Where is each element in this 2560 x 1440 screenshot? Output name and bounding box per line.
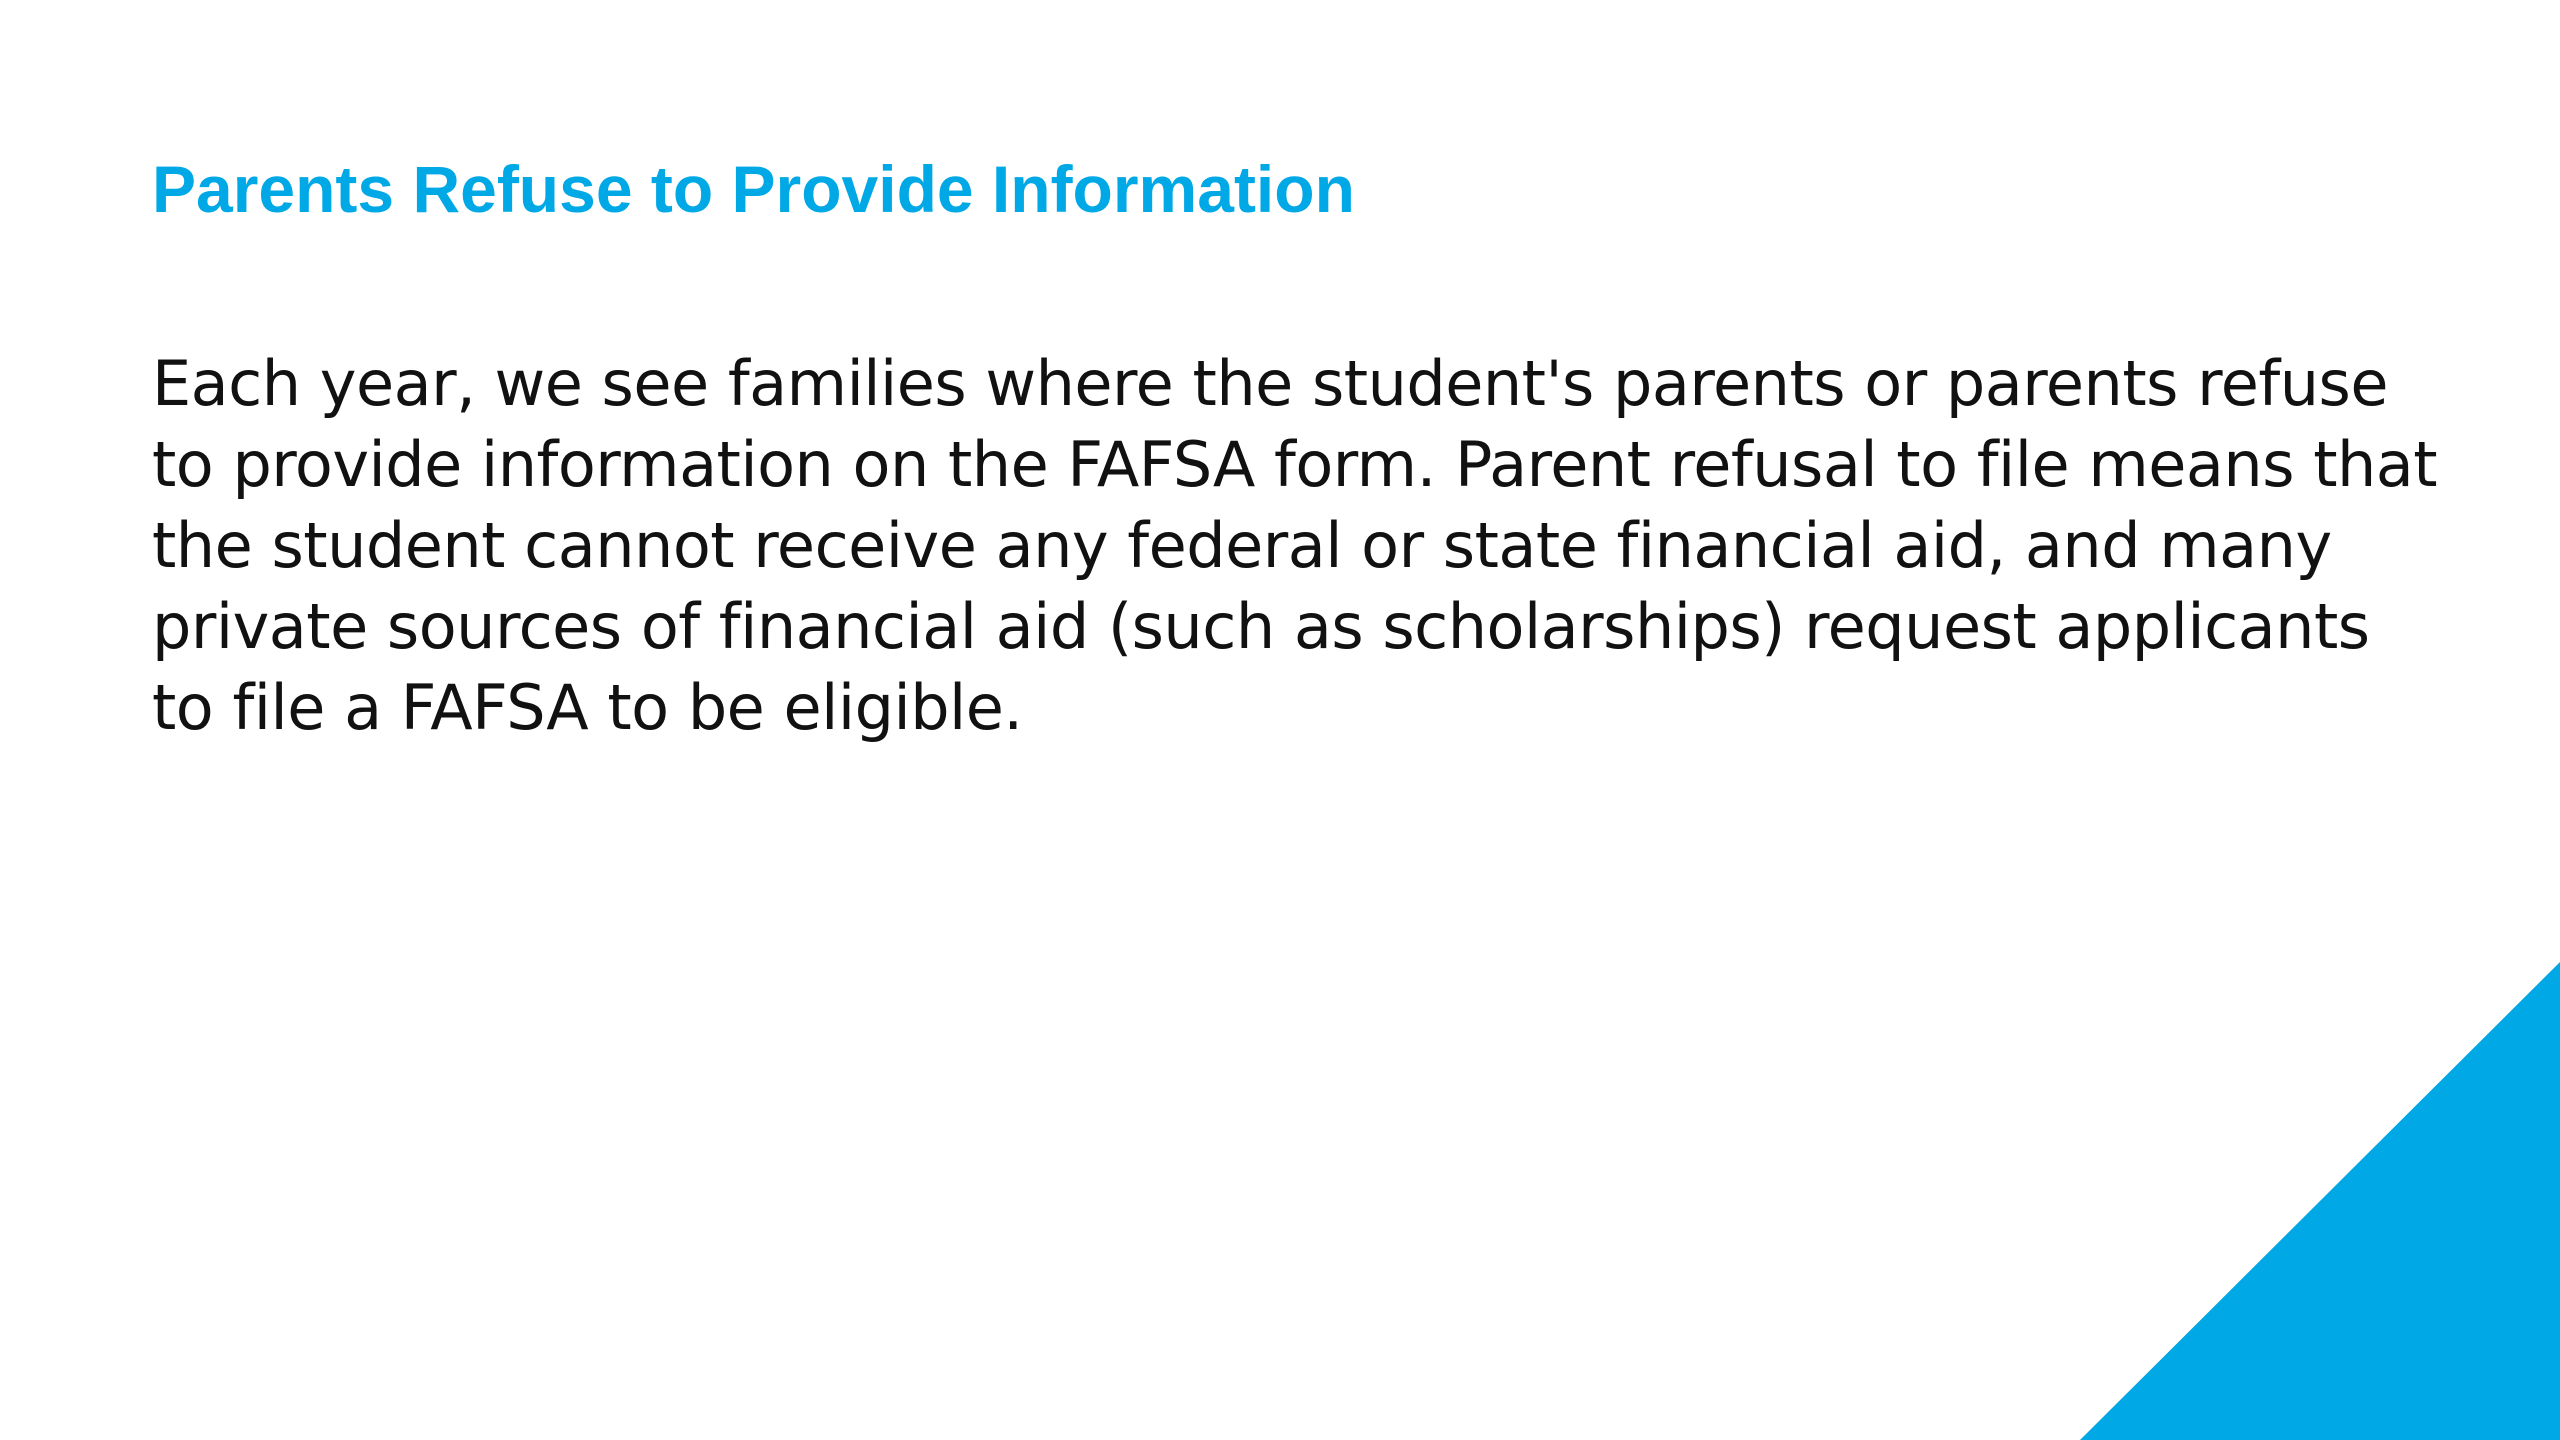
- slide-title: Parents Refuse to Provide Information: [152, 152, 1355, 226]
- accent-triangle-shape: [2080, 962, 2560, 1440]
- slide-body-text: Each year, we see families where the student's parents or parents refuse to provide information on the FAFSA form. Parent refusal to file means that the student cannot receive any federal or state financial aid, and many private sources of financial aid (such as scholarships) request applicants to file a FAFSA to be eligible.: [152, 347, 2438, 744]
